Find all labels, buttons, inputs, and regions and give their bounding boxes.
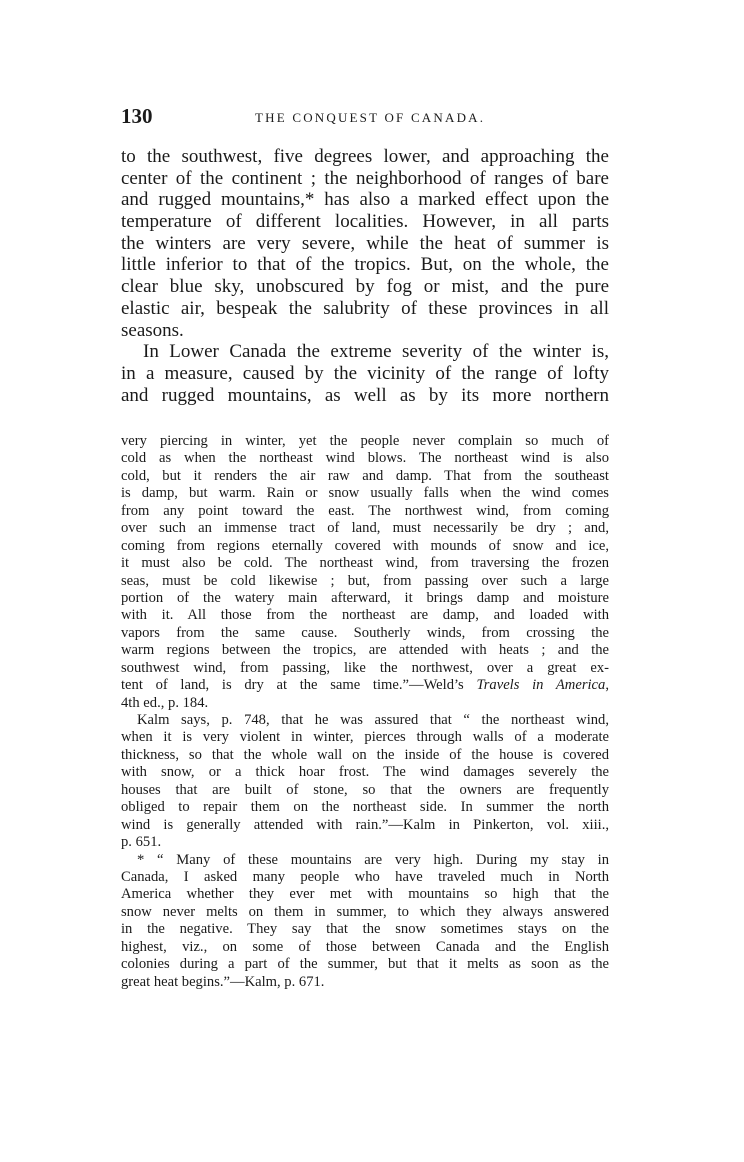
footnote-line xyxy=(121,695,609,712)
footnote-line-text: highest, viz., on some of those between Canada and the English xyxy=(121,938,609,955)
footnote-line-text: * “ Many of these mountains are very high. During my stay in xyxy=(137,851,609,868)
body-line-text: seasons. xyxy=(121,319,184,341)
body-line-text: and rugged mountains,* has also a marked effect upon the xyxy=(121,189,609,211)
body-line-text: and rugged mountains, as well as by its more northern xyxy=(121,384,609,406)
footnote-line-text: colonies during a part of the summer, but that it melts as soon as the xyxy=(121,956,609,973)
footnote-line xyxy=(121,712,609,729)
footnote-line xyxy=(121,747,609,764)
body-line xyxy=(121,189,609,211)
body-line-text: little inferior to that of the tropics. But, on the whole, the xyxy=(121,254,609,276)
body-line-text: in a measure, caused by the vicinity of the range of lofty xyxy=(121,362,609,384)
footnote-line-text: houses that are built of stone, so that the owners are frequently xyxy=(121,781,609,798)
footnote-line xyxy=(121,503,609,520)
footnote-line xyxy=(121,729,609,746)
italic-title: Travels in America xyxy=(476,677,606,694)
footnote-line xyxy=(121,921,609,938)
footnote-line xyxy=(121,939,609,956)
page-header xyxy=(121,104,609,130)
footnote-line xyxy=(121,607,609,624)
footnote-line xyxy=(121,555,609,572)
footnote-line xyxy=(121,538,609,555)
body-text xyxy=(121,146,609,406)
body-line xyxy=(121,320,609,342)
footnote-line-text: Kalm says, p. 748, that he was assured that “ the northeast wind, xyxy=(137,712,609,728)
footnote-line-text: is damp, but warm. Rain or snow usually falls when the wind comes xyxy=(121,485,609,502)
footnote-line-text: obliged to repair them on the northeast side. In summer the north xyxy=(121,799,609,816)
footnote-line-text: seas, must be cold likewise ; but, from passing over such a large xyxy=(121,572,609,589)
footnote-line xyxy=(121,677,609,694)
body-line xyxy=(121,168,609,190)
running-title: THE CONQUEST OF CANADA. xyxy=(255,110,486,125)
footnote-line xyxy=(121,642,609,659)
body-line-text: In Lower Canada the extreme severity of the winter is, xyxy=(143,341,609,363)
footnote-line-text: tent of land, is dry at the same time.”—Weld’s xyxy=(121,677,477,694)
footnote-line xyxy=(121,956,609,973)
footnote-line-text: cold, but it renders the air raw and damp. That from the southeast xyxy=(121,467,609,484)
body-line xyxy=(121,254,609,276)
footnote-line xyxy=(121,799,609,816)
body-line xyxy=(121,276,609,298)
footnote-line-text: cold as when the northeast wind blows. The northeast wind is also xyxy=(121,450,609,467)
footnote-line-text: thickness, so that the whole wall on the inside of the house is covered xyxy=(121,746,609,763)
body-line-text: elastic air, bespeak the salubrity of these provinces in all xyxy=(121,297,609,319)
footnote-line-punct: , xyxy=(605,677,609,694)
footnote-line xyxy=(121,468,609,485)
footnote-line-text: with it. All those from the northeast are damp, and loaded with xyxy=(121,607,609,624)
footnote-line-text: southwest wind, from passing, like the northwest, over a great ex- xyxy=(121,659,609,676)
body-line-text: to the southwest, five degrees lower, and approaching the xyxy=(121,146,609,167)
footnote-line-text: it must also be cold. The northeast wind, from traversing the frozen xyxy=(121,555,609,572)
footnote-line-text: in the negative. They say that the snow sometimes stays on the xyxy=(121,921,609,938)
footnote-line xyxy=(121,433,609,450)
footnote-line-text: 4th ed., p. 184. xyxy=(121,694,209,711)
footnote-line-text: warm regions between the tropics, are attended with heats ; and the xyxy=(121,642,609,659)
footnote-line-text: with snow, or a thick hoar frost. The wind damages severely the xyxy=(121,764,609,781)
footnote-line-text: portion of the watery main afterward, it brings damp and moisture xyxy=(121,589,609,606)
footnotes xyxy=(121,433,609,991)
footnote-line xyxy=(121,904,609,921)
body-line xyxy=(121,385,609,407)
footnote-line-text: very piercing in winter, yet the people never complain so much of xyxy=(121,433,609,449)
body-line xyxy=(121,233,609,255)
footnote-line xyxy=(121,573,609,590)
body-line xyxy=(121,298,609,320)
page-number: 130 xyxy=(121,104,153,128)
footnote-line-text: snow never melts on them in summer, to which they always answered xyxy=(121,903,609,920)
footnote-line xyxy=(121,886,609,903)
footnote-line-text: wind is generally attended with rain.”—Kalm in Pinkerton, vol. xiii., xyxy=(121,816,609,833)
body-line-text: center of the continent ; the neighborhood of ranges of bare xyxy=(121,167,609,189)
footnote-line-text: vapors from the same cause. Southerly winds, from crossing the xyxy=(121,624,609,641)
footnote-line xyxy=(121,520,609,537)
footnote-line xyxy=(121,450,609,467)
body-line-text: the winters are very severe, while the heat of summer is xyxy=(121,232,609,254)
body-line-text: clear blue sky, unobscured by fog or mist, and the pure xyxy=(121,276,609,298)
body-line-text: temperature of different localities. However, in all parts xyxy=(121,211,609,233)
footnote-line xyxy=(121,660,609,677)
body-line xyxy=(121,146,609,168)
footnote-line-text: great heat begins.”—Kalm, p. 671. xyxy=(121,973,325,990)
footnote-line-text: coming from regions eternally covered with mounds of snow and ice, xyxy=(121,537,609,554)
footnote-line-text: when it is very violent in winter, pierces through walls of a moderate xyxy=(121,729,609,746)
footnote-line xyxy=(121,485,609,502)
footnote-line-text: p. 651. xyxy=(121,834,162,851)
footnote-line xyxy=(121,817,609,834)
footnote-line-text: over such an immense tract of land, must necessarily be dry ; and, xyxy=(121,520,609,537)
footnote-line xyxy=(121,869,609,886)
footnote-line xyxy=(121,590,609,607)
footnote-line xyxy=(121,625,609,642)
footnote-line-text: America whether they ever met with mountains so high that the xyxy=(121,886,609,903)
body-line xyxy=(121,211,609,233)
footnote-line xyxy=(121,764,609,781)
footnote-line xyxy=(121,834,609,851)
body-line xyxy=(121,341,609,363)
footnote-line-text: Canada, I asked many people who have traveled much in North xyxy=(121,868,609,885)
footnote-line xyxy=(121,782,609,799)
footnote-line-text: from any point toward the east. The northwest wind, from coming xyxy=(121,502,609,519)
footnote-line xyxy=(121,974,609,991)
body-line xyxy=(121,363,609,385)
footnote-line xyxy=(121,852,609,869)
